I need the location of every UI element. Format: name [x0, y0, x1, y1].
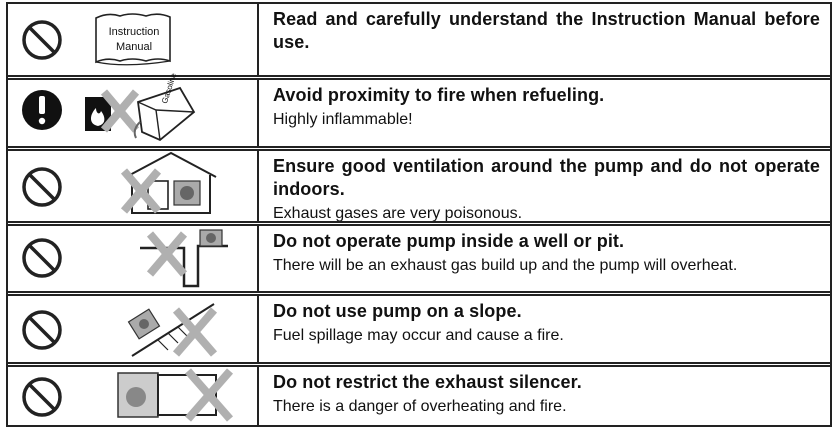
manual-book-icon: [96, 14, 170, 65]
book-label-line2: Manual: [115, 41, 153, 53]
cross-mark: [150, 234, 184, 274]
icon-cell: [8, 151, 259, 221]
house-pump-icon: [126, 153, 216, 213]
row6-icons: [8, 367, 257, 425]
table-row: [8, 71, 830, 146]
row-heading: Avoid proximity to fire when refueling.: [273, 85, 605, 105]
exclamation-icon: [22, 90, 62, 130]
prohibition-icon: [24, 169, 60, 205]
row1-icons: [8, 4, 257, 75]
icon-cell: [8, 367, 259, 425]
row5-icons: [8, 296, 257, 362]
prohibition-icon: [24, 22, 60, 58]
row-detail: Highly inflammable!: [273, 111, 413, 128]
row4-icons: [8, 226, 257, 291]
table-row: [8, 362, 830, 425]
prohibition-icon: [24, 240, 60, 276]
text-cell: [259, 80, 830, 146]
row-heading: Ensure good ventilation around the pump and do not operate indoors.: [273, 156, 820, 199]
table-row: [8, 4, 830, 75]
table-row: [8, 291, 830, 362]
text-cell: [259, 296, 830, 362]
row-heading: Do not restrict the exhaust silencer.: [273, 372, 582, 392]
row-detail: Exhaust gases are very poisonous.: [273, 205, 523, 222]
row3-icons: [8, 151, 257, 221]
text-cell: [259, 367, 830, 425]
prohibition-icon: [24, 379, 60, 415]
book-label-line1: Instruction: [108, 26, 160, 38]
safety-table: [6, 2, 832, 427]
prohibition-icon: [24, 312, 60, 348]
icon-cell: [8, 71, 259, 146]
table-row: [8, 146, 830, 221]
row2-icons: [8, 80, 257, 146]
row-heading: Do not operate pump inside a well or pit.: [273, 231, 625, 251]
row-detail: Fuel spillage may occur and cause a fire.: [273, 327, 564, 344]
text-cell: [259, 4, 830, 75]
row-heading: Read and carefully understand the Instruction Manual before use.: [273, 9, 820, 52]
text-cell: [259, 151, 830, 221]
row-detail: There is a danger of overheating and fire.: [273, 398, 567, 415]
row-detail: There will be an exhaust gas build up and the pump will overheat.: [273, 257, 738, 274]
icon-cell: [8, 4, 259, 75]
table-row: [8, 221, 830, 291]
icon-cell: [8, 226, 259, 291]
blocked-silencer-icon: [118, 373, 216, 417]
icon-cell: [8, 296, 259, 362]
can-label: Gasoline: [160, 71, 179, 105]
text-cell: [259, 226, 830, 291]
row-heading: Do not use pump on a slope.: [273, 301, 522, 321]
